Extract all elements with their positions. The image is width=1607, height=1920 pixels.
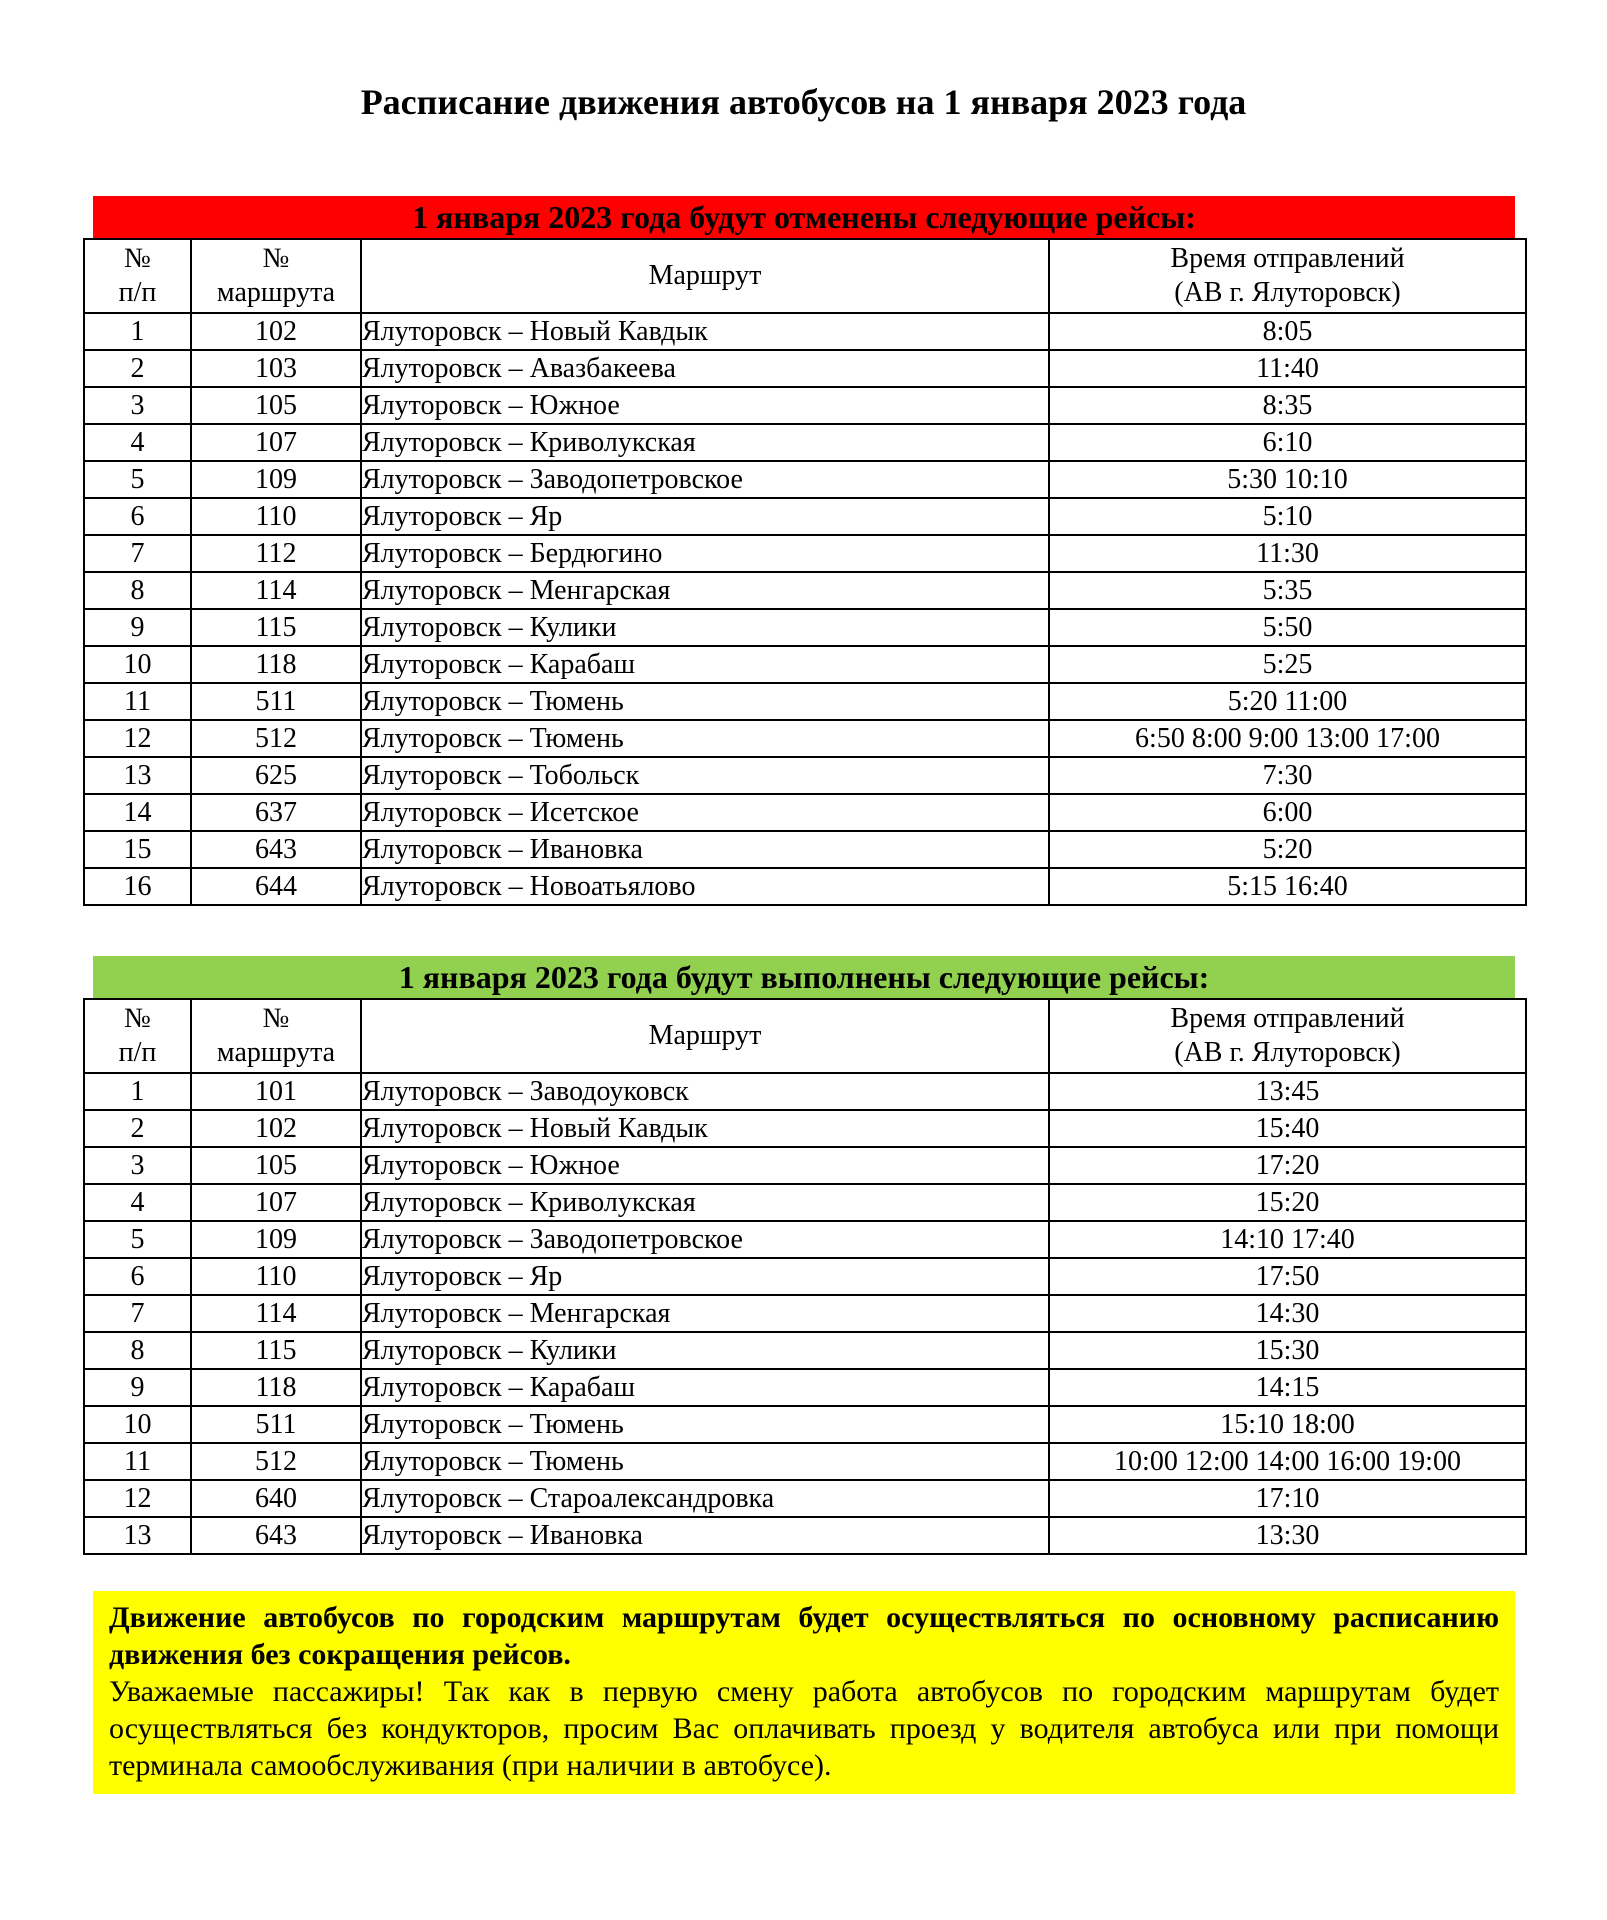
route-name: Ялуторовск – Яр (361, 498, 1049, 535)
route-number: 643 (191, 1517, 361, 1554)
table-row (84, 387, 1526, 424)
row-number: 6 (84, 1258, 191, 1295)
cancelled-table-header (84, 239, 1526, 313)
notice-regular-text: Уважаемые пассажиры! Так как в первую смену работа автобусов по городским маршрутам будет осуществляться без кондукторов, просим Вас оплачивать проезд у водителя автобуса или при помощи терминала самообслуживания (при наличии в автобусе). (109, 1675, 1499, 1782)
operated-table-header (84, 999, 1526, 1073)
table-row (84, 461, 1526, 498)
departure-times: 13:45 (1049, 1073, 1526, 1110)
route-name: Ялуторовск – Южное (361, 387, 1049, 424)
col-header-route-number: № маршрута (191, 239, 361, 313)
row-number: 11 (84, 683, 191, 720)
route-name: Ялуторовск – Тюмень (361, 1443, 1049, 1480)
table-row (84, 350, 1526, 387)
route-number: 112 (191, 535, 361, 572)
route-number: 118 (191, 646, 361, 683)
cancelled-banner (93, 196, 1515, 238)
departure-times: 5:20 (1049, 831, 1526, 868)
table-row (84, 498, 1526, 535)
route-name: Ялуторовск – Тюмень (361, 683, 1049, 720)
operated-section (83, 956, 1525, 1555)
col-header-route: Маршрут (361, 999, 1049, 1073)
route-name: Ялуторовск – Авазбакеева (361, 350, 1049, 387)
departure-times: 14:10 17:40 (1049, 1221, 1526, 1258)
route-name: Ялуторовск – Ивановка (361, 831, 1049, 868)
row-number: 1 (84, 1073, 191, 1110)
route-name: Ялуторовск – Карабаш (361, 646, 1049, 683)
row-number: 8 (84, 572, 191, 609)
route-number: 110 (191, 498, 361, 535)
table-row (84, 1443, 1526, 1480)
route-number: 643 (191, 831, 361, 868)
route-number: 640 (191, 1480, 361, 1517)
route-number: 115 (191, 1332, 361, 1369)
row-number: 11 (84, 1443, 191, 1480)
row-number: 9 (84, 1369, 191, 1406)
row-number: 1 (84, 313, 191, 350)
departure-times: 5:35 (1049, 572, 1526, 609)
departure-times: 15:40 (1049, 1110, 1526, 1147)
operated-banner (93, 956, 1515, 998)
col-header-departure-times: Время отправлений (АВ г. Ялуторовск) (1049, 239, 1526, 313)
departure-times: 15:20 (1049, 1184, 1526, 1221)
row-number: 12 (84, 1480, 191, 1517)
departure-times: 5:10 (1049, 498, 1526, 535)
row-number: 8 (84, 1332, 191, 1369)
city-routes-notice (93, 1591, 1515, 1794)
row-number: 10 (84, 646, 191, 683)
table-row (84, 609, 1526, 646)
route-name: Ялуторовск – Ивановка (361, 1517, 1049, 1554)
departure-times: 13:30 (1049, 1517, 1526, 1554)
route-number: 511 (191, 1406, 361, 1443)
row-number: 5 (84, 1221, 191, 1258)
table-row (84, 831, 1526, 868)
departure-times: 6:10 (1049, 424, 1526, 461)
row-number: 7 (84, 535, 191, 572)
departure-times: 5:15 16:40 (1049, 868, 1526, 905)
table-row (84, 1332, 1526, 1369)
route-name: Ялуторовск – Исетское (361, 794, 1049, 831)
row-number: 12 (84, 720, 191, 757)
departure-times: 6:50 8:00 9:00 13:00 17:00 (1049, 720, 1526, 757)
table-row (84, 683, 1526, 720)
col-header-route: Маршрут (361, 239, 1049, 313)
route-number: 637 (191, 794, 361, 831)
table-row (84, 757, 1526, 794)
table-row (84, 868, 1526, 905)
route-name: Ялуторовск – Новый Кавдык (361, 1110, 1049, 1147)
table-row (84, 1406, 1526, 1443)
table-row (84, 424, 1526, 461)
route-number: 105 (191, 1147, 361, 1184)
departure-times: 5:50 (1049, 609, 1526, 646)
table-row (84, 646, 1526, 683)
table-row (84, 794, 1526, 831)
cancelled-banner-text: 1 января 2023 года будут отменены следующие рейсы: (412, 199, 1196, 235)
departure-times: 5:20 11:00 (1049, 683, 1526, 720)
route-number: 644 (191, 868, 361, 905)
departure-times: 17:10 (1049, 1480, 1526, 1517)
table-row (84, 1073, 1526, 1110)
table-row (84, 1480, 1526, 1517)
departure-times: 14:30 (1049, 1295, 1526, 1332)
departure-times: 5:30 10:10 (1049, 461, 1526, 498)
cancelled-table (83, 238, 1527, 906)
route-name: Ялуторовск – Менгарская (361, 572, 1049, 609)
document-content (83, 196, 1525, 1794)
route-number: 109 (191, 1221, 361, 1258)
row-number: 13 (84, 1517, 191, 1554)
route-name: Ялуторовск – Тюмень (361, 1406, 1049, 1443)
route-number: 625 (191, 757, 361, 794)
route-name: Ялуторовск – Менгарская (361, 1295, 1049, 1332)
row-number: 4 (84, 1184, 191, 1221)
table-row (84, 1258, 1526, 1295)
departure-times: 8:35 (1049, 387, 1526, 424)
departure-times: 10:00 12:00 14:00 16:00 19:00 (1049, 1443, 1526, 1480)
route-number: 107 (191, 424, 361, 461)
table-row (84, 1295, 1526, 1332)
departure-times: 15:30 (1049, 1332, 1526, 1369)
row-number: 7 (84, 1295, 191, 1332)
route-number: 101 (191, 1073, 361, 1110)
table-row (84, 720, 1526, 757)
route-number: 110 (191, 1258, 361, 1295)
route-name: Ялуторовск – Карабаш (361, 1369, 1049, 1406)
col-header-row-number: № п/п (84, 239, 191, 313)
departure-times: 6:00 (1049, 794, 1526, 831)
route-name: Ялуторовск – Заводопетровское (361, 461, 1049, 498)
table-row (84, 1517, 1526, 1554)
row-number: 10 (84, 1406, 191, 1443)
route-name: Ялуторовск – Тюмень (361, 720, 1049, 757)
route-number: 107 (191, 1184, 361, 1221)
route-number: 103 (191, 350, 361, 387)
departure-times: 11:30 (1049, 535, 1526, 572)
departure-times: 15:10 18:00 (1049, 1406, 1526, 1443)
header-row (84, 239, 1526, 313)
route-name: Ялуторовск – Заводоуковск (361, 1073, 1049, 1110)
row-number: 15 (84, 831, 191, 868)
header-row (84, 999, 1526, 1073)
route-name: Ялуторовск – Яр (361, 1258, 1049, 1295)
route-number: 105 (191, 387, 361, 424)
col-header-row-number: № п/п (84, 999, 191, 1073)
departure-times: 11:40 (1049, 350, 1526, 387)
route-number: 102 (191, 313, 361, 350)
departure-times: 17:50 (1049, 1258, 1526, 1295)
operated-table (83, 998, 1527, 1555)
route-name: Ялуторовск – Новый Кавдык (361, 313, 1049, 350)
table-row (84, 313, 1526, 350)
route-name: Ялуторовск – Новоатьялово (361, 868, 1049, 905)
row-number: 4 (84, 424, 191, 461)
route-number: 118 (191, 1369, 361, 1406)
cancelled-section (83, 196, 1525, 906)
route-name: Ялуторовск – Южное (361, 1147, 1049, 1184)
table-row (84, 572, 1526, 609)
table-row (84, 1110, 1526, 1147)
row-number: 14 (84, 794, 191, 831)
departure-times: 7:30 (1049, 757, 1526, 794)
departure-times: 17:20 (1049, 1147, 1526, 1184)
route-number: 512 (191, 720, 361, 757)
col-header-departure-times: Время отправлений (АВ г. Ялуторовск) (1049, 999, 1526, 1073)
route-name: Ялуторовск – Староалександровка (361, 1480, 1049, 1517)
route-number: 115 (191, 609, 361, 646)
route-name: Ялуторовск – Кулики (361, 1332, 1049, 1369)
row-number: 13 (84, 757, 191, 794)
operated-banner-text: 1 января 2023 года будут выполнены следующие рейсы: (398, 959, 1210, 995)
row-number: 3 (84, 387, 191, 424)
table-row (84, 1147, 1526, 1184)
departure-times: 14:15 (1049, 1369, 1526, 1406)
route-name: Ялуторовск – Тобольск (361, 757, 1049, 794)
route-number: 114 (191, 1295, 361, 1332)
row-number: 2 (84, 350, 191, 387)
page-title: Расписание движения автобусов на 1 января 2023 года (360, 82, 1247, 122)
table-row (84, 1184, 1526, 1221)
route-number: 511 (191, 683, 361, 720)
operated-table-body (84, 1073, 1526, 1554)
row-number: 3 (84, 1147, 191, 1184)
departure-times: 8:05 (1049, 313, 1526, 350)
route-name: Ялуторовск – Криволукская (361, 1184, 1049, 1221)
route-number: 512 (191, 1443, 361, 1480)
row-number: 6 (84, 498, 191, 535)
route-name: Ялуторовск – Заводопетровское (361, 1221, 1049, 1258)
route-name: Ялуторовск – Криволукская (361, 424, 1049, 461)
route-number: 109 (191, 461, 361, 498)
notice-bold-text: Движение автобусов по городским маршрутам будет осуществляться по основному расписанию движения без сокращения рейсов. (109, 1601, 1499, 1671)
row-number: 16 (84, 868, 191, 905)
row-number: 9 (84, 609, 191, 646)
table-row (84, 1221, 1526, 1258)
table-row (84, 1369, 1526, 1406)
cancelled-table-body (84, 313, 1526, 905)
row-number: 5 (84, 461, 191, 498)
route-number: 114 (191, 572, 361, 609)
departure-times: 5:25 (1049, 646, 1526, 683)
table-row (84, 535, 1526, 572)
col-header-route-number: № маршрута (191, 999, 361, 1073)
row-number: 2 (84, 1110, 191, 1147)
route-name: Ялуторовск – Кулики (361, 609, 1049, 646)
route-name: Ялуторовск – Бердюгино (361, 535, 1049, 572)
route-number: 102 (191, 1110, 361, 1147)
